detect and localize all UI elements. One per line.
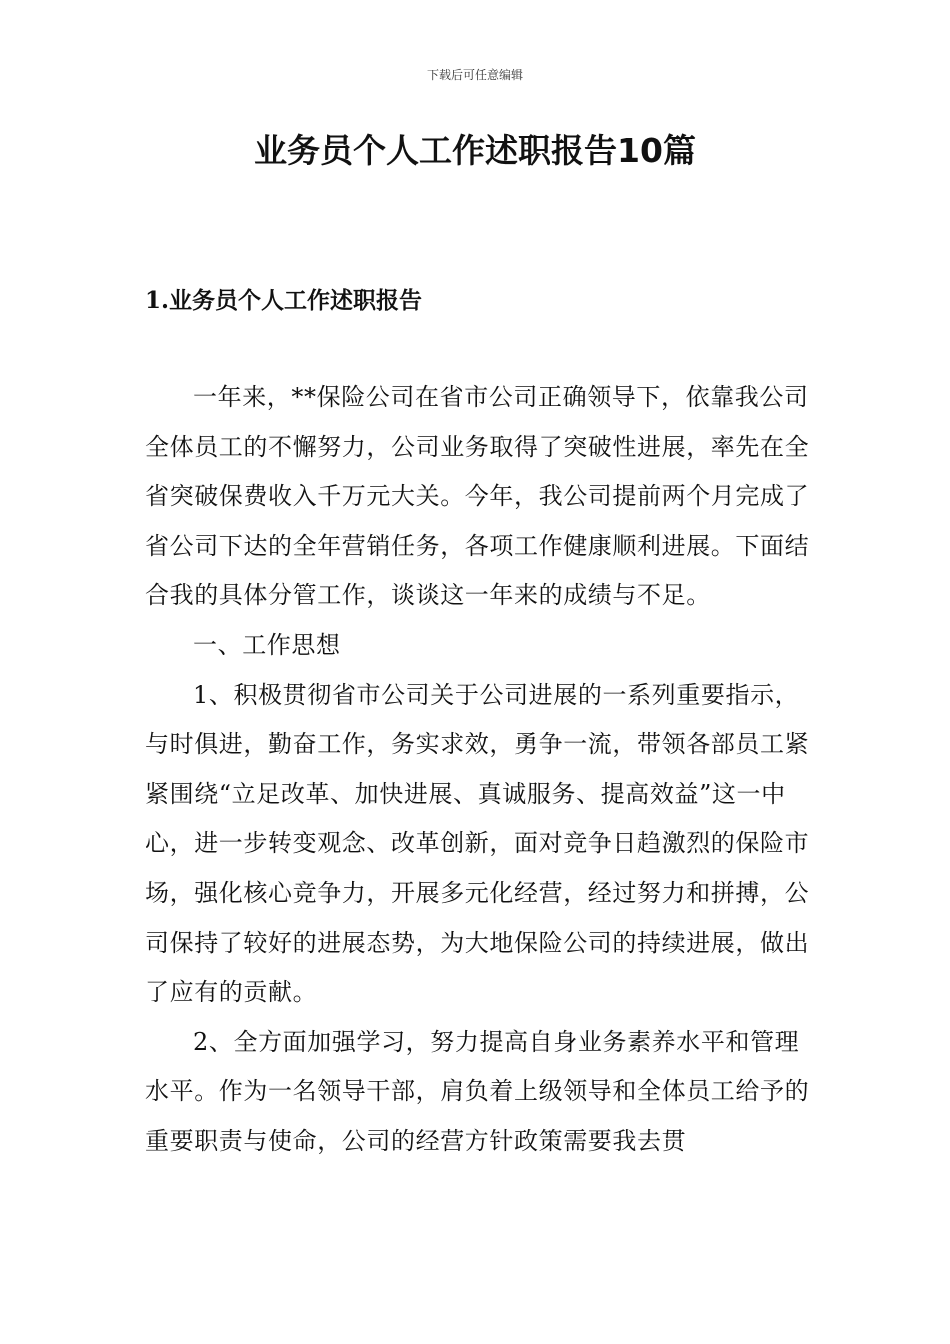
- paragraph-item-2: 2、全方面加强学习，努力提高自身业务素养水平和管理水平。作为一名领导干部，肩负着上级领导和全体员工给予的重要职责与使命，公司的经营方针政策需要我去贯: [145, 1027, 810, 1155]
- document-body: [145, 373, 815, 1167]
- paragraph-intro: 一年来，**保险公司在省市公司正确领导下，依靠我公司全体员工的不懈努力，公司业务取得了突破性进展，率先在全省突破保费收入千万元大关。今年，我公司提前两个月完成了省公司下达的全年营销任务，各项工作健康顺利进展。下面结合我的具体分管工作，谈谈这一年来的成绩与不足。: [145, 383, 810, 610]
- paragraph-heading-work-thoughts: 一、工作思想: [193, 630, 341, 659]
- paragraph-item-1: 1、积极贯彻省市公司关于公司进展的一系列重要指示，与时俱进，勤奋工作，务实求效，勇争一流，带领各部员工紧紧围绕“立足改革、加快进展、真诚服务、提高效益”这一中心，进一步转变观念、改革创新，面对竞争日趋激烈的保险市场，强化核心竞争力，开展多元化经营，经过努力和拼搏，公司保持了较好的进展态势，为大地保险公司的持续进展，做出了应有的贡献。: [145, 680, 810, 1007]
- section-heading: 1.业务员个人工作述职报告: [145, 287, 423, 314]
- document-title: 业务员个人工作述职报告10篇: [254, 131, 696, 170]
- header-note: 下载后可任意编辑: [426, 68, 523, 82]
